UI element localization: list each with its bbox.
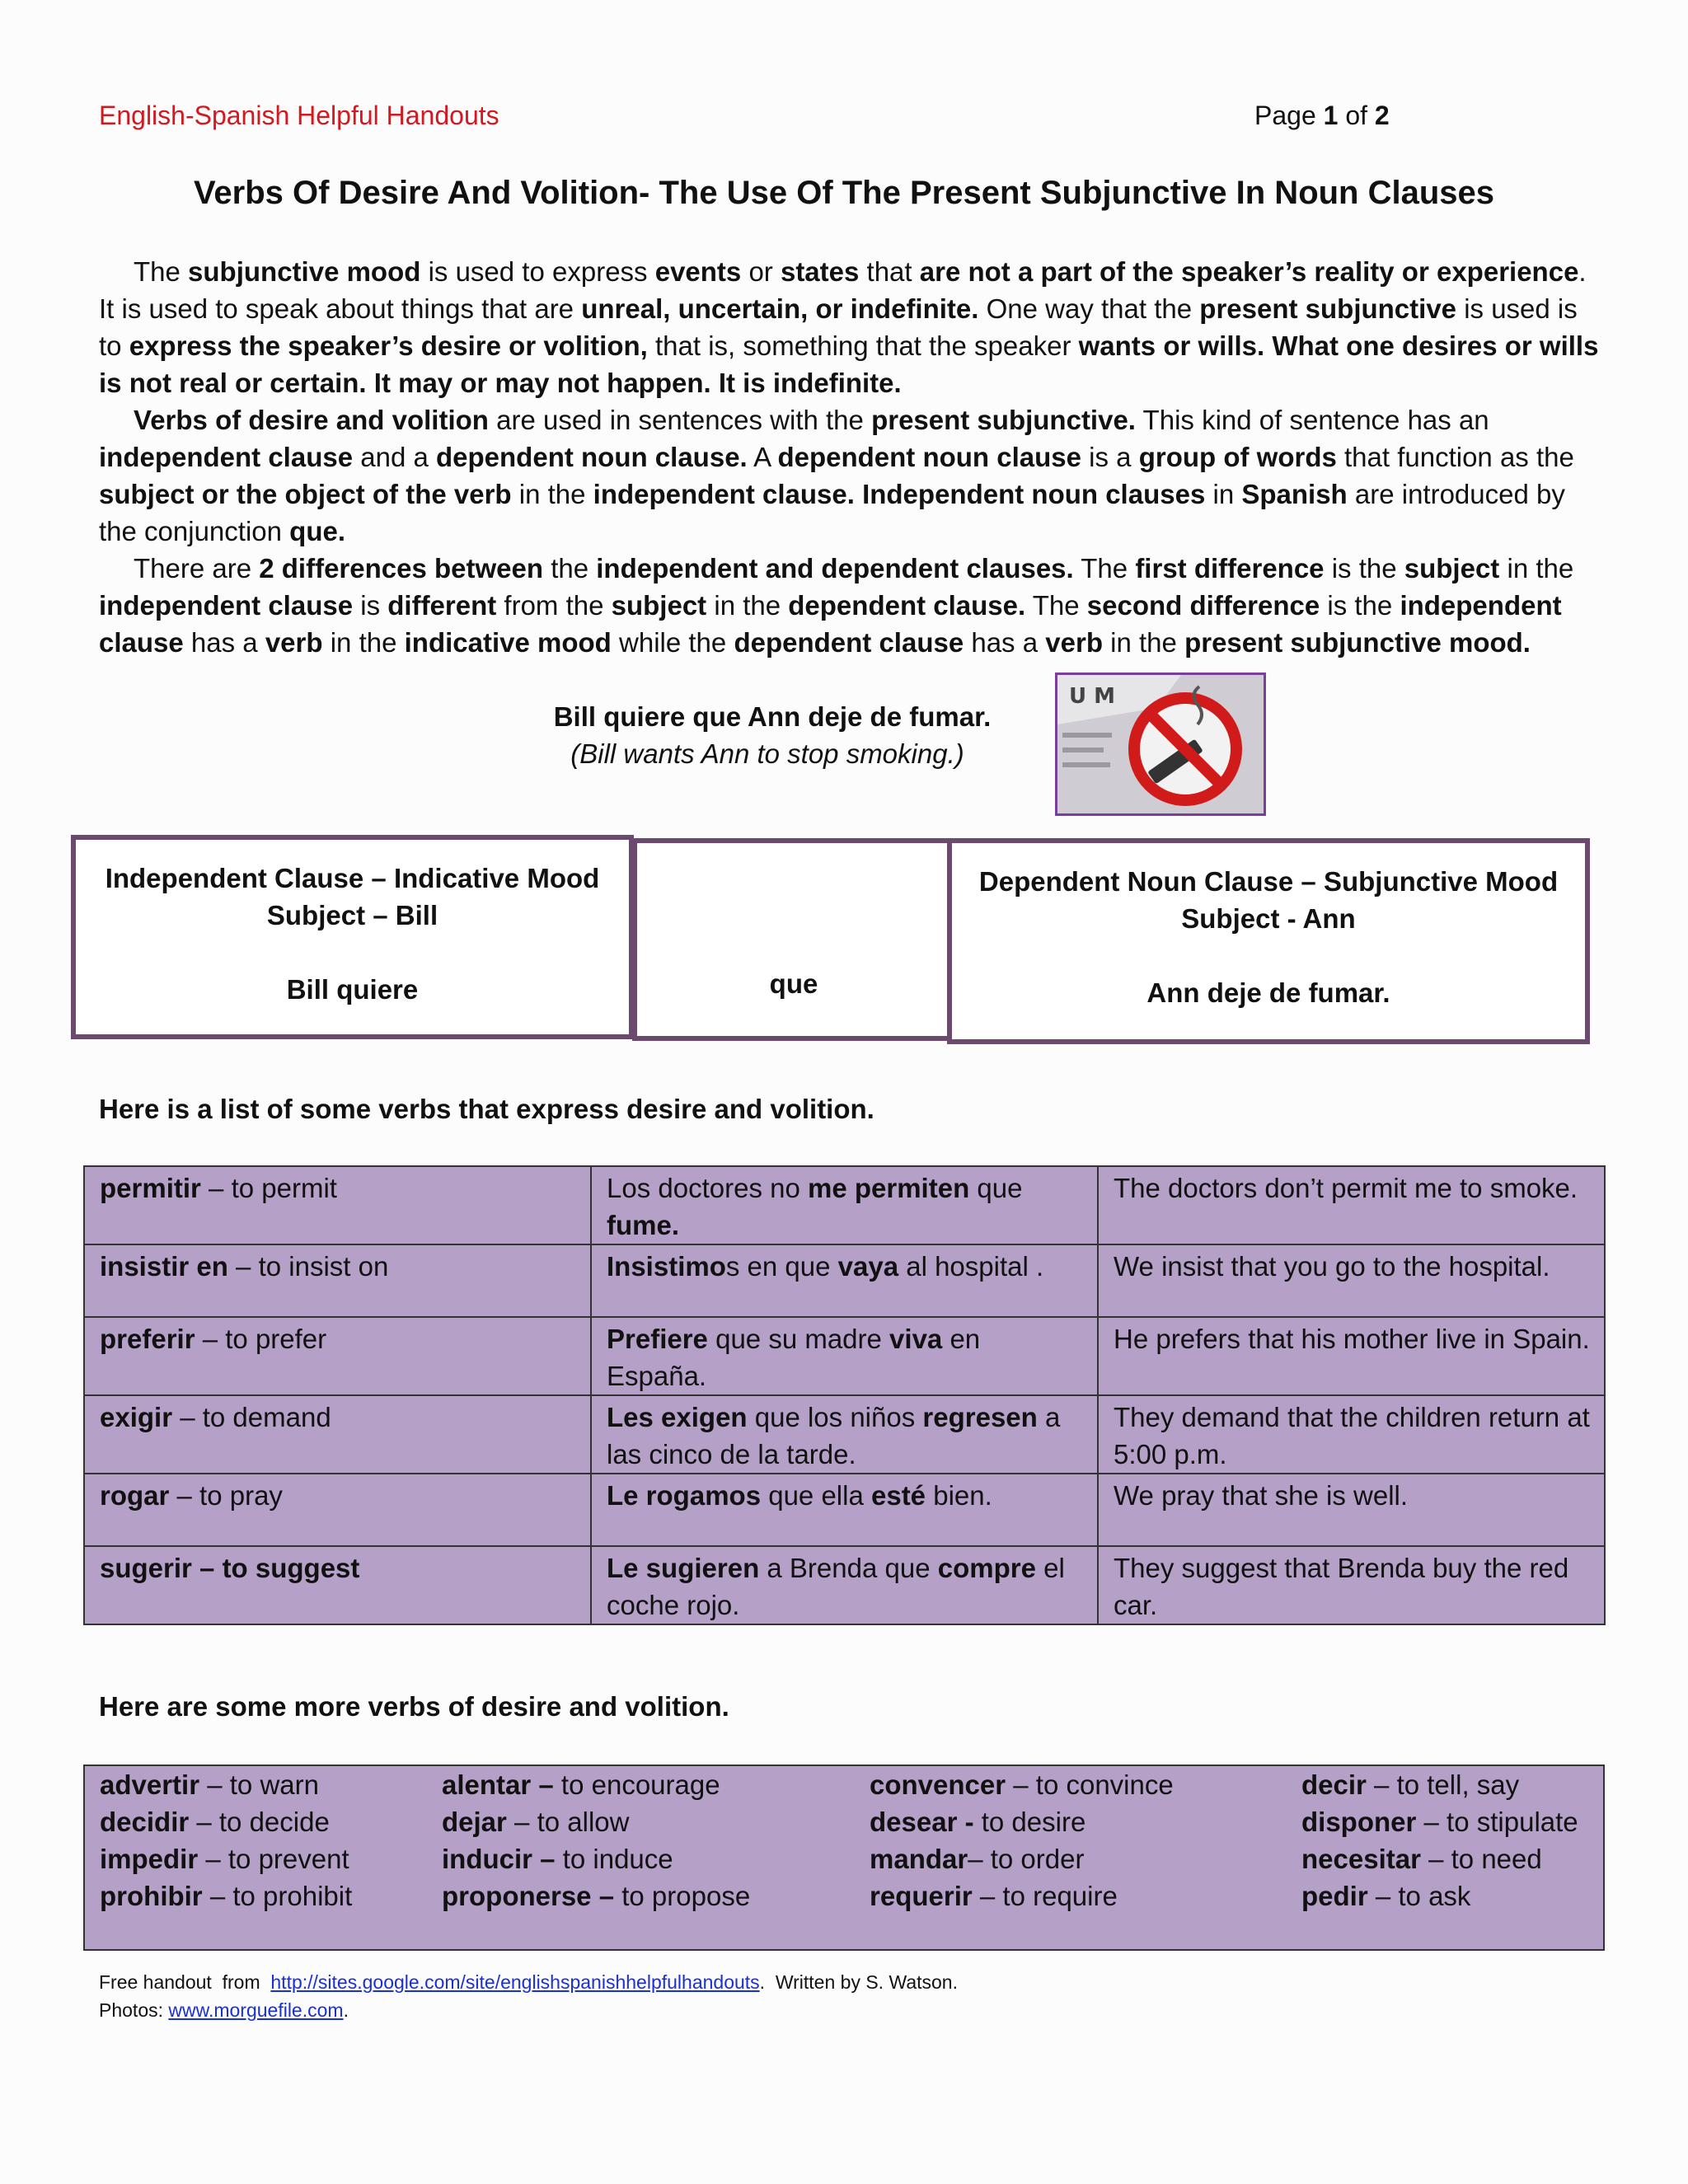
text-run: in xyxy=(1205,479,1242,509)
verb-cell xyxy=(84,1474,591,1546)
verb-cell xyxy=(84,1546,591,1624)
bold-text: express the speaker’s desire or volition, xyxy=(129,330,648,361)
text-run: – to allow xyxy=(506,1807,630,1837)
more-verb-item xyxy=(1301,1803,1578,1840)
bold-text: proponerse – xyxy=(442,1881,615,1911)
bold-text: rogar xyxy=(100,1480,170,1511)
bold-text: regresen xyxy=(922,1402,1038,1432)
text-run: – to permit xyxy=(200,1173,337,1203)
text-run: He prefers that his mother live in Spain. xyxy=(1114,1324,1590,1354)
text-run: al hospital . xyxy=(898,1251,1044,1282)
text-run: que su madre xyxy=(707,1324,890,1354)
text-run: We pray that she is well. xyxy=(1114,1480,1409,1511)
text-run: – to warn xyxy=(199,1769,319,1800)
bold-text: are not a part of the speaker’s reality or experience xyxy=(919,256,1579,287)
english-translation-cell xyxy=(1098,1166,1605,1244)
more-verbs-column-1 xyxy=(100,1766,352,1915)
spanish-example-cell xyxy=(591,1244,1098,1317)
bold-text: Spanish xyxy=(1241,479,1348,509)
more-verb-item xyxy=(870,1840,1174,1877)
text-run: This kind of sentence has an xyxy=(1135,405,1489,435)
no-smoking-photo xyxy=(1055,673,1266,816)
footer-prefix: Free handout from xyxy=(99,1971,271,1993)
more-verb-item xyxy=(1301,1877,1578,1915)
verb-cell xyxy=(84,1317,591,1395)
more-verb-item xyxy=(442,1877,750,1915)
bold-text: group of words xyxy=(1138,442,1337,472)
bold-text: independent clause xyxy=(99,590,354,621)
handout-series-title: English-Spanish Helpful Handouts xyxy=(99,101,499,130)
english-translation-cell xyxy=(1098,1395,1605,1474)
bold-text: 2 differences between xyxy=(259,553,544,583)
footer-suffix: . Written by S. Watson. xyxy=(759,1971,958,1993)
bold-text: dependent noun clause xyxy=(777,442,1081,472)
more-verbs-heading: Here are some more verbs of desire and volition. xyxy=(99,1691,729,1722)
english-translation-cell xyxy=(1098,1474,1605,1546)
footer xyxy=(99,1968,958,2024)
intro-paragraph-2 xyxy=(99,401,1607,550)
more-verb-item xyxy=(870,1803,1174,1840)
verb-cell xyxy=(84,1395,591,1474)
text-run: is used is to xyxy=(99,293,1578,361)
bold-text: Le sugieren xyxy=(607,1553,760,1583)
verb-cell xyxy=(84,1166,591,1244)
bold-text: Independent noun clauses xyxy=(862,479,1206,509)
bold-text: independent and dependent clauses. xyxy=(596,553,1074,583)
more-verbs-column-4 xyxy=(1301,1766,1578,1915)
photos-suffix: . xyxy=(343,1999,349,2021)
table-row xyxy=(84,1317,1605,1395)
text-run: the xyxy=(543,553,597,583)
bold-text: present subjunctive. xyxy=(871,405,1136,435)
bold-text: compre xyxy=(937,1553,1036,1583)
text-run: que xyxy=(969,1173,1023,1203)
photo-sign-letters: U M xyxy=(1069,684,1116,709)
text-run: – to stipulate xyxy=(1416,1807,1578,1837)
bold-text: me permiten xyxy=(808,1173,970,1203)
text-run: in the xyxy=(511,479,593,509)
bold-text: desear - xyxy=(870,1807,974,1837)
text-run: in the xyxy=(1499,553,1574,583)
bold-text: alentar – xyxy=(442,1769,554,1800)
text-run: in the xyxy=(1102,627,1185,658)
more-verb-item xyxy=(870,1877,1174,1915)
text-run: to encourage xyxy=(553,1769,720,1800)
text-run: – to tell, say xyxy=(1366,1769,1520,1800)
conjunction-box xyxy=(632,838,955,1041)
text-run: A xyxy=(747,442,778,472)
photos-prefix: Photos: xyxy=(99,1999,169,2021)
conjunction-que: que xyxy=(769,968,818,999)
bold-text: subject xyxy=(611,590,707,621)
english-translation-cell xyxy=(1098,1244,1605,1317)
dependent-clause-subject: Subject - Ann xyxy=(1181,903,1356,934)
bold-text: Insistimo xyxy=(607,1251,726,1282)
bold-text: independent clause xyxy=(99,590,1562,658)
text-run: that is, something that the speaker xyxy=(647,330,1079,361)
text-run: in the xyxy=(322,627,405,658)
bold-text: preferir xyxy=(100,1324,195,1354)
bold-text: que. xyxy=(289,516,346,546)
text-run: is the xyxy=(1324,553,1404,583)
text-run: – to decide xyxy=(189,1807,330,1837)
document-title: Verbs Of Desire And Volition- The Use Of The Present Subjunctive In Noun Clauses xyxy=(193,175,1495,211)
bold-text: dejar xyxy=(442,1807,507,1837)
bold-text: second difference xyxy=(1086,590,1320,621)
text-run: que ella xyxy=(761,1480,871,1511)
no-smoking-sign-icon xyxy=(1057,675,1264,813)
spanish-example-cell xyxy=(591,1166,1098,1244)
text-run: – to insist on xyxy=(227,1251,389,1282)
text-run: – to pray xyxy=(169,1480,283,1511)
bold-text: independent clause xyxy=(99,442,354,472)
more-verb-item xyxy=(1301,1766,1578,1803)
more-verb-item xyxy=(442,1803,750,1840)
bold-text: subject xyxy=(1404,553,1500,583)
bold-text: sugerir – to suggest xyxy=(100,1553,360,1583)
text-run: bien. xyxy=(926,1480,992,1511)
bold-text: convencer xyxy=(870,1769,1006,1800)
text-run: – to order xyxy=(968,1844,1085,1874)
bold-text: necesitar xyxy=(1301,1844,1421,1874)
text-run: a las cinco de la tarde. xyxy=(607,1402,1061,1469)
bold-text: advertir xyxy=(100,1769,200,1800)
table-row xyxy=(84,1166,1605,1244)
text-run: is a xyxy=(1081,442,1139,472)
text-run: Los doctores no xyxy=(607,1173,808,1203)
text-run: to propose xyxy=(614,1881,751,1911)
bold-text: present subjunctive mood. xyxy=(1184,627,1531,658)
text-run: The xyxy=(134,256,189,287)
text-run: – to ask xyxy=(1367,1881,1471,1911)
text-run: are introduced by the conjunction xyxy=(99,479,1565,546)
bold-text: mandar xyxy=(870,1844,968,1874)
page-of: of xyxy=(1345,101,1367,130)
text-run: – to need xyxy=(1420,1844,1542,1874)
text-run: and a xyxy=(353,442,436,472)
more-verbs-box xyxy=(83,1765,1605,1951)
bold-text: viva xyxy=(889,1324,943,1354)
dependent-clause-box xyxy=(947,838,1590,1044)
page-prefix: Page xyxy=(1254,101,1316,130)
bold-text: pedir xyxy=(1301,1881,1368,1911)
bold-text: subjunctive mood xyxy=(188,256,421,287)
text-run: that xyxy=(859,256,920,287)
text-run: – to prohibit xyxy=(202,1881,353,1911)
bold-text: wants or wills. What one desires or wills is not real or certain. It may or may not happen. It is indefinite. xyxy=(99,330,1599,398)
text-run: in the xyxy=(706,590,789,621)
bold-text: events xyxy=(654,256,742,287)
text-run: They suggest that Brenda buy the red car. xyxy=(1114,1553,1569,1620)
text-run: is xyxy=(353,590,388,621)
table-row xyxy=(84,1474,1605,1546)
text-run: has a xyxy=(964,627,1046,658)
more-verb-item xyxy=(100,1877,352,1915)
text-run: . It is used to speak about things that are xyxy=(99,256,1587,324)
more-verb-item xyxy=(100,1803,352,1840)
bold-text: Le rogamos xyxy=(607,1480,762,1511)
table-row xyxy=(84,1546,1605,1624)
text-run: The doctors don’t permit me to smoke. xyxy=(1114,1173,1578,1203)
independent-clause-box xyxy=(71,835,634,1039)
dependent-clause-heading: Dependent Noun Clause – Subjunctive Mood xyxy=(978,866,1559,897)
table-row xyxy=(84,1395,1605,1474)
verbs-list-heading: Here is a list of some verbs that express desire and volition. xyxy=(99,1094,874,1124)
english-translation-cell xyxy=(1098,1317,1605,1395)
text-run: They demand that the children return at 5:00 p.m. xyxy=(1114,1402,1590,1469)
text-run: There are xyxy=(134,553,260,583)
bold-text: decir xyxy=(1301,1769,1367,1800)
more-verb-item xyxy=(442,1840,750,1877)
more-verb-item xyxy=(442,1766,750,1803)
spanish-example-cell xyxy=(591,1546,1098,1624)
more-verbs-column-3 xyxy=(870,1766,1174,1915)
text-run: that function as the xyxy=(1336,442,1574,472)
bold-text: impedir xyxy=(100,1844,199,1874)
independent-clause-heading: Independent Clause – Indicative Mood xyxy=(105,863,600,893)
page-number: 1 xyxy=(1323,101,1339,130)
bold-text: first difference xyxy=(1135,553,1325,583)
bold-text: requerir xyxy=(870,1881,973,1911)
handouts-site-link[interactable]: http://sites.google.com/site/englishspanishhelpfulhandouts xyxy=(270,1971,760,1993)
example-sentence-spanish: Bill quiere que Ann deje de fumar. xyxy=(553,701,992,732)
verbs-table xyxy=(83,1165,1606,1625)
independent-clause-example: Bill quiere xyxy=(286,974,419,1005)
text-run: a Brenda que xyxy=(759,1553,938,1583)
independent-clause-subject: Subject – Bill xyxy=(266,900,438,930)
intro-text xyxy=(99,253,1607,661)
english-translation-cell xyxy=(1098,1546,1605,1624)
page-indicator xyxy=(1254,101,1390,131)
text-run: to induce xyxy=(555,1844,673,1874)
text-run: are used in sentences with the xyxy=(488,405,872,435)
bold-text: prohibir xyxy=(100,1881,203,1911)
example-sentence-english: (Bill wants Ann to stop smoking.) xyxy=(570,738,964,769)
text-run: s en que xyxy=(725,1251,838,1282)
spanish-example-cell xyxy=(591,1317,1098,1395)
bold-text: decidir xyxy=(100,1807,190,1837)
text-run: – to demand xyxy=(172,1402,331,1432)
text-run: has a xyxy=(183,627,265,658)
text-run: – to prevent xyxy=(198,1844,349,1874)
more-verb-item xyxy=(1301,1840,1578,1877)
text-run: que los niños xyxy=(747,1402,923,1432)
bold-text: dependent clause. xyxy=(788,590,1026,621)
spanish-example-cell xyxy=(591,1395,1098,1474)
bold-text: vaya xyxy=(837,1251,899,1282)
text-run: – to prefer xyxy=(195,1324,327,1354)
text-run: while the xyxy=(611,627,734,658)
bold-text: disponer xyxy=(1301,1807,1417,1837)
bold-text: insistir en xyxy=(100,1251,228,1282)
bold-text: exigir xyxy=(100,1402,173,1432)
text-run: to desire xyxy=(973,1807,1086,1837)
spanish-example-cell xyxy=(591,1474,1098,1546)
more-verb-item xyxy=(870,1766,1174,1803)
bold-text: unreal, uncertain, or indefinite. xyxy=(581,293,979,324)
bold-text: different xyxy=(387,590,497,621)
text-run xyxy=(855,479,862,509)
verb-cell xyxy=(84,1244,591,1317)
text-run: – to convince xyxy=(1006,1769,1174,1800)
bold-text: Verbs of desire and volition xyxy=(134,405,489,435)
bold-text: states xyxy=(780,256,860,287)
text-run: from the xyxy=(496,590,612,621)
text-run: is used to express xyxy=(420,256,655,287)
table-row xyxy=(84,1244,1605,1317)
morguefile-link[interactable]: www.morguefile.com xyxy=(168,1999,344,2021)
dependent-clause-example: Ann deje de fumar. xyxy=(1146,977,1390,1008)
more-verb-item xyxy=(100,1766,352,1803)
intro-paragraph-3 xyxy=(99,550,1607,661)
bold-text: subject or the object of the verb xyxy=(99,479,512,509)
text-run: el coche rojo. xyxy=(607,1553,1065,1620)
bold-text: present subjunctive xyxy=(1199,293,1457,324)
text-run: en España. xyxy=(607,1324,981,1391)
more-verb-item xyxy=(100,1840,352,1877)
more-verbs-column-2 xyxy=(442,1766,750,1915)
bold-text: dependent noun clause. xyxy=(436,442,748,472)
bold-text: verb xyxy=(1045,627,1103,658)
page-total: 2 xyxy=(1374,101,1390,130)
intro-paragraph-1 xyxy=(99,253,1607,401)
text-run: One way that the xyxy=(978,293,1200,324)
bold-text: dependent clause xyxy=(734,627,964,658)
bold-text: Les exigen xyxy=(607,1402,748,1432)
bold-text: independent clause. xyxy=(593,479,855,509)
text-run: The xyxy=(1073,553,1136,583)
footer-photos-line xyxy=(99,1996,958,2024)
text-run: or xyxy=(741,256,781,287)
bold-text: verb xyxy=(265,627,323,658)
bold-text: permitir xyxy=(100,1173,201,1203)
text-run: We insist that you go to the hospital. xyxy=(1114,1251,1550,1282)
text-run: is the xyxy=(1320,590,1400,621)
bold-text: fume. xyxy=(607,1210,680,1240)
text-run: The xyxy=(1025,590,1087,621)
bold-text: indicative mood xyxy=(404,627,612,658)
bold-text: inducir – xyxy=(442,1844,556,1874)
bold-text: esté xyxy=(870,1480,926,1511)
footer-credit-line xyxy=(99,1968,958,1996)
bold-text: Prefiere xyxy=(607,1324,708,1354)
text-run: – to require xyxy=(972,1881,1118,1911)
